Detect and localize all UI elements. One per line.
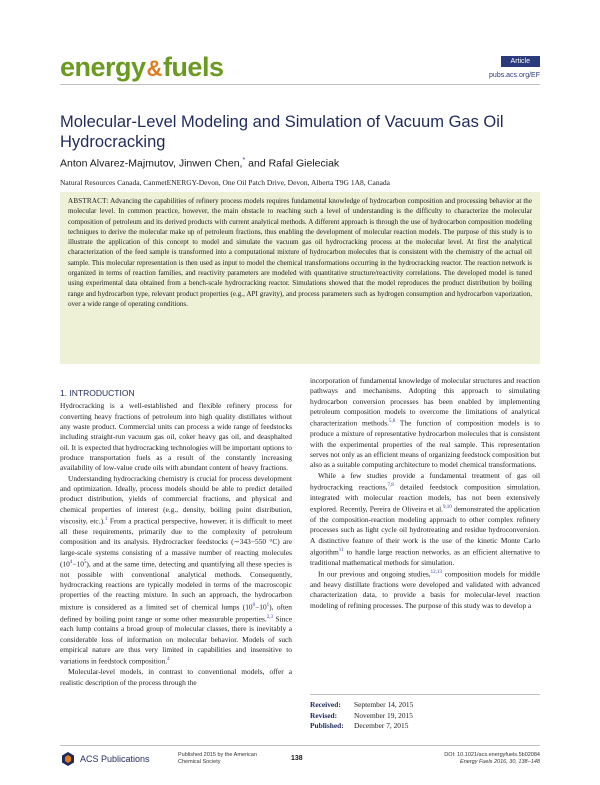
reference-link[interactable]: 12,13 <box>430 570 442 576</box>
logo-fuels: fuels <box>162 52 224 82</box>
paragraph: incorporation of fundamental knowledge of molecular structures and reaction pathways and mechanisms. Adopting this approach to simulating hydrocarbon conversion processes has been enabled by implementing petroleum composition models to overcome the limitations of analytical characterization methods.$^{5,6}$ The function of composition models is to produce a mixture of representative hydrocarbon molecules that is consistent with the experimental properties of the real sample. This representation serves not only as an efficient means of organizing feedstock composition but also as a suitable computing architecture to model chemical transformations. <box>310 376 540 470</box>
paragraph: While a few studies provide a fundamental treatment of gas oil hydrocracking reactions,$^{7,8}$ detailed feedstock composition simulation, integrated with molecular reaction models, has not been extensively explored. Recently, Pereira de Oliveira et al.$^{9,10}$ demonstrated the application of the composition-reaction modeling approach to other complex refinery processes such as light cycle oil hydrotreating and residue hydroconversion. A distinctive feature of their work is the use of the kinetic Monte Carlo algorithm$^{11}$ to handle large reaction networks, as an efficient alternative to traditional mathematical methods for simulation. <box>310 470 540 567</box>
published-date: Published: December 7, 2015 <box>310 721 409 730</box>
abstract-text: Advancing the capabilities of refinery process models requires fundamental knowledge of hydrocarbon composition and processing behavior at the molecular level. In common practice, however, the main obstacle to reaching such a level of understanding is the difficulty to characterize the molecular composition of petroleum and its derived products with current analytical methods. A different approach is through the use of hydrocarbon composition modeling techniques to derive the molecular make up of petroleum fractions, thus enabling the development of molecular reaction models. The purpose of this study is to illustrate the application of this concept to model and simulate the vacuum gas oil hydrocracking process at the molecular level. At first the analytical characterization of the feed sample is transformed into a computational mixture of hydrocarbon molecules that is consistent with the chemistry of the actual oil sample. This molecular representation is then used as input to model the chemical transformations occurring in the hydrocracking reactor. The reaction network is organized in terms of reaction families, and reactivity parameters are modeled with quantitative structure/reactivity correlations. The developed model is tuned using experimental data obtained from a bench-scale hydrocracking reactor. Simulations showed that the model reproduces the product distribution by boiling range and hydrocarbon type, relevant product properties (e.g., API gravity), and process parameters such as hydrogen consumption and hydrocarbon vaporization, over a wide range of operating conditions. <box>68 197 532 308</box>
abstract-box <box>60 192 540 364</box>
body-column-left <box>60 388 292 688</box>
acs-hexagon-icon <box>60 751 76 767</box>
reference-link[interactable]: 2,3 <box>266 614 274 620</box>
author-list: Anton Alvarez-Majmutov, Jinwen Chen,* and Rafal Gieleciak <box>60 157 340 170</box>
paragraph: Understanding hydrocracking chemistry is crucial for process development and optimization. Ideally, process models should be able to predict detailed product distribution, yields of commercial fractions, and physical and chemical properties of interest (e.g., density, boiling point distribution, viscosity, etc.).$^1$ From a practical perspective, however, it is difficult to meet all these requirements, primarily due to the complexity of petroleum composition and its analysis. Hydrocracker feedstocks (∼343−550 °C) are large-scale systems consisting of a massive number of reacting molecules $(10^4-10^5)$, and at the same time, detecting and quantifying all these species is not possible with conventional analytical methods. Consequently, hydrocracking reactions are typically modeled in terms of the macroscopic properties of the reacting mixture. In such an approach, the hydrocarbon mixture is considered as a limited set of chemical lumps $(10^0-10^1)$, often defined by boiling point range or some other measurable properties.$^{2,3}$ Since each lump contains a broad group of molecular classes, there is inevitably a considerable loss of information on molecular behavior. Models of such empirical nature are thus very limited in capabilities and insensitive to variations in feedstock composition.$^4$ <box>60 473 292 666</box>
reference-link[interactable]: 9,10 <box>443 505 452 511</box>
journal-logo <box>60 52 223 83</box>
reference-link[interactable]: 4 <box>167 657 170 663</box>
footer-divider <box>60 745 540 746</box>
reference-link[interactable]: 11 <box>338 547 344 553</box>
paragraph: Molecular-level models, in contrast to conventional models, offer a realistic description of the process through the <box>60 667 292 687</box>
logo-energy: energy <box>60 52 146 82</box>
reference-link[interactable]: 7,8 <box>387 482 394 488</box>
publication-dates <box>310 700 540 732</box>
article-title: Molecular-Level Modeling and Simulation of Vacuum Gas Oil Hydrocracking <box>60 113 504 151</box>
copyright-note: Published 2015 by the American Chemical Society <box>178 752 257 765</box>
abstract-label: ABSTRACT: <box>68 197 109 205</box>
reference-link[interactable]: 1 <box>104 517 108 523</box>
affiliation: Natural Resources Canada, CanmetENERGY-Devon, One Oil Patch Drive, Devon, Alberta T9G 1A8, Canada <box>60 178 390 187</box>
journal-citation: Energy Fuels 2016, 30, 138−148 <box>460 758 540 765</box>
header-divider <box>60 84 540 85</box>
received-date: Received: September 14, 2015 <box>310 700 414 709</box>
paragraph: In our previous and ongoing studies,$^{12,13}$ composition models for middle and heavy distillate fractions were developed and validated with advanced characterization data, to provide a basis for molecular-level reaction modeling of refining processes. The purpose of this study was to develop a <box>310 569 540 610</box>
page-number: 138 <box>291 755 303 762</box>
logo-ampersand: & <box>146 56 162 81</box>
paragraph: Hydrocracking is a well-established and flexible refinery process for converting heavy fractions of petroleum into high quality distillates without any waste product. Commercial units can process a wide range of feedstocks including straight-run vacuum gas oil, coker heavy gas oil, and deasphalted oil. It is expected that hydrocracking technologies will be important options to produce transportation fuels as a result of the constantly increasing availability of low-value crude oils with abundant content of heavy fractions. <box>60 401 292 473</box>
corresponding-author-link[interactable]: * <box>242 157 246 164</box>
doi-citation <box>444 752 540 765</box>
reference-link[interactable]: 5,6 <box>388 419 396 425</box>
article-type-badge: Article <box>501 56 540 67</box>
doi-link[interactable]: DOI: 10.1021/acs.energyfuels.5b02084 <box>444 752 540 758</box>
acs-publications-logo[interactable]: ACS Publications <box>60 751 150 767</box>
body-column-right <box>310 376 540 611</box>
dates-divider <box>310 694 540 695</box>
section-heading-introduction: 1. INTRODUCTION <box>60 388 135 398</box>
journal-url-link[interactable]: pubs.acs.org/EF <box>489 72 540 79</box>
revised-date: Revised: November 19, 2015 <box>310 710 413 720</box>
